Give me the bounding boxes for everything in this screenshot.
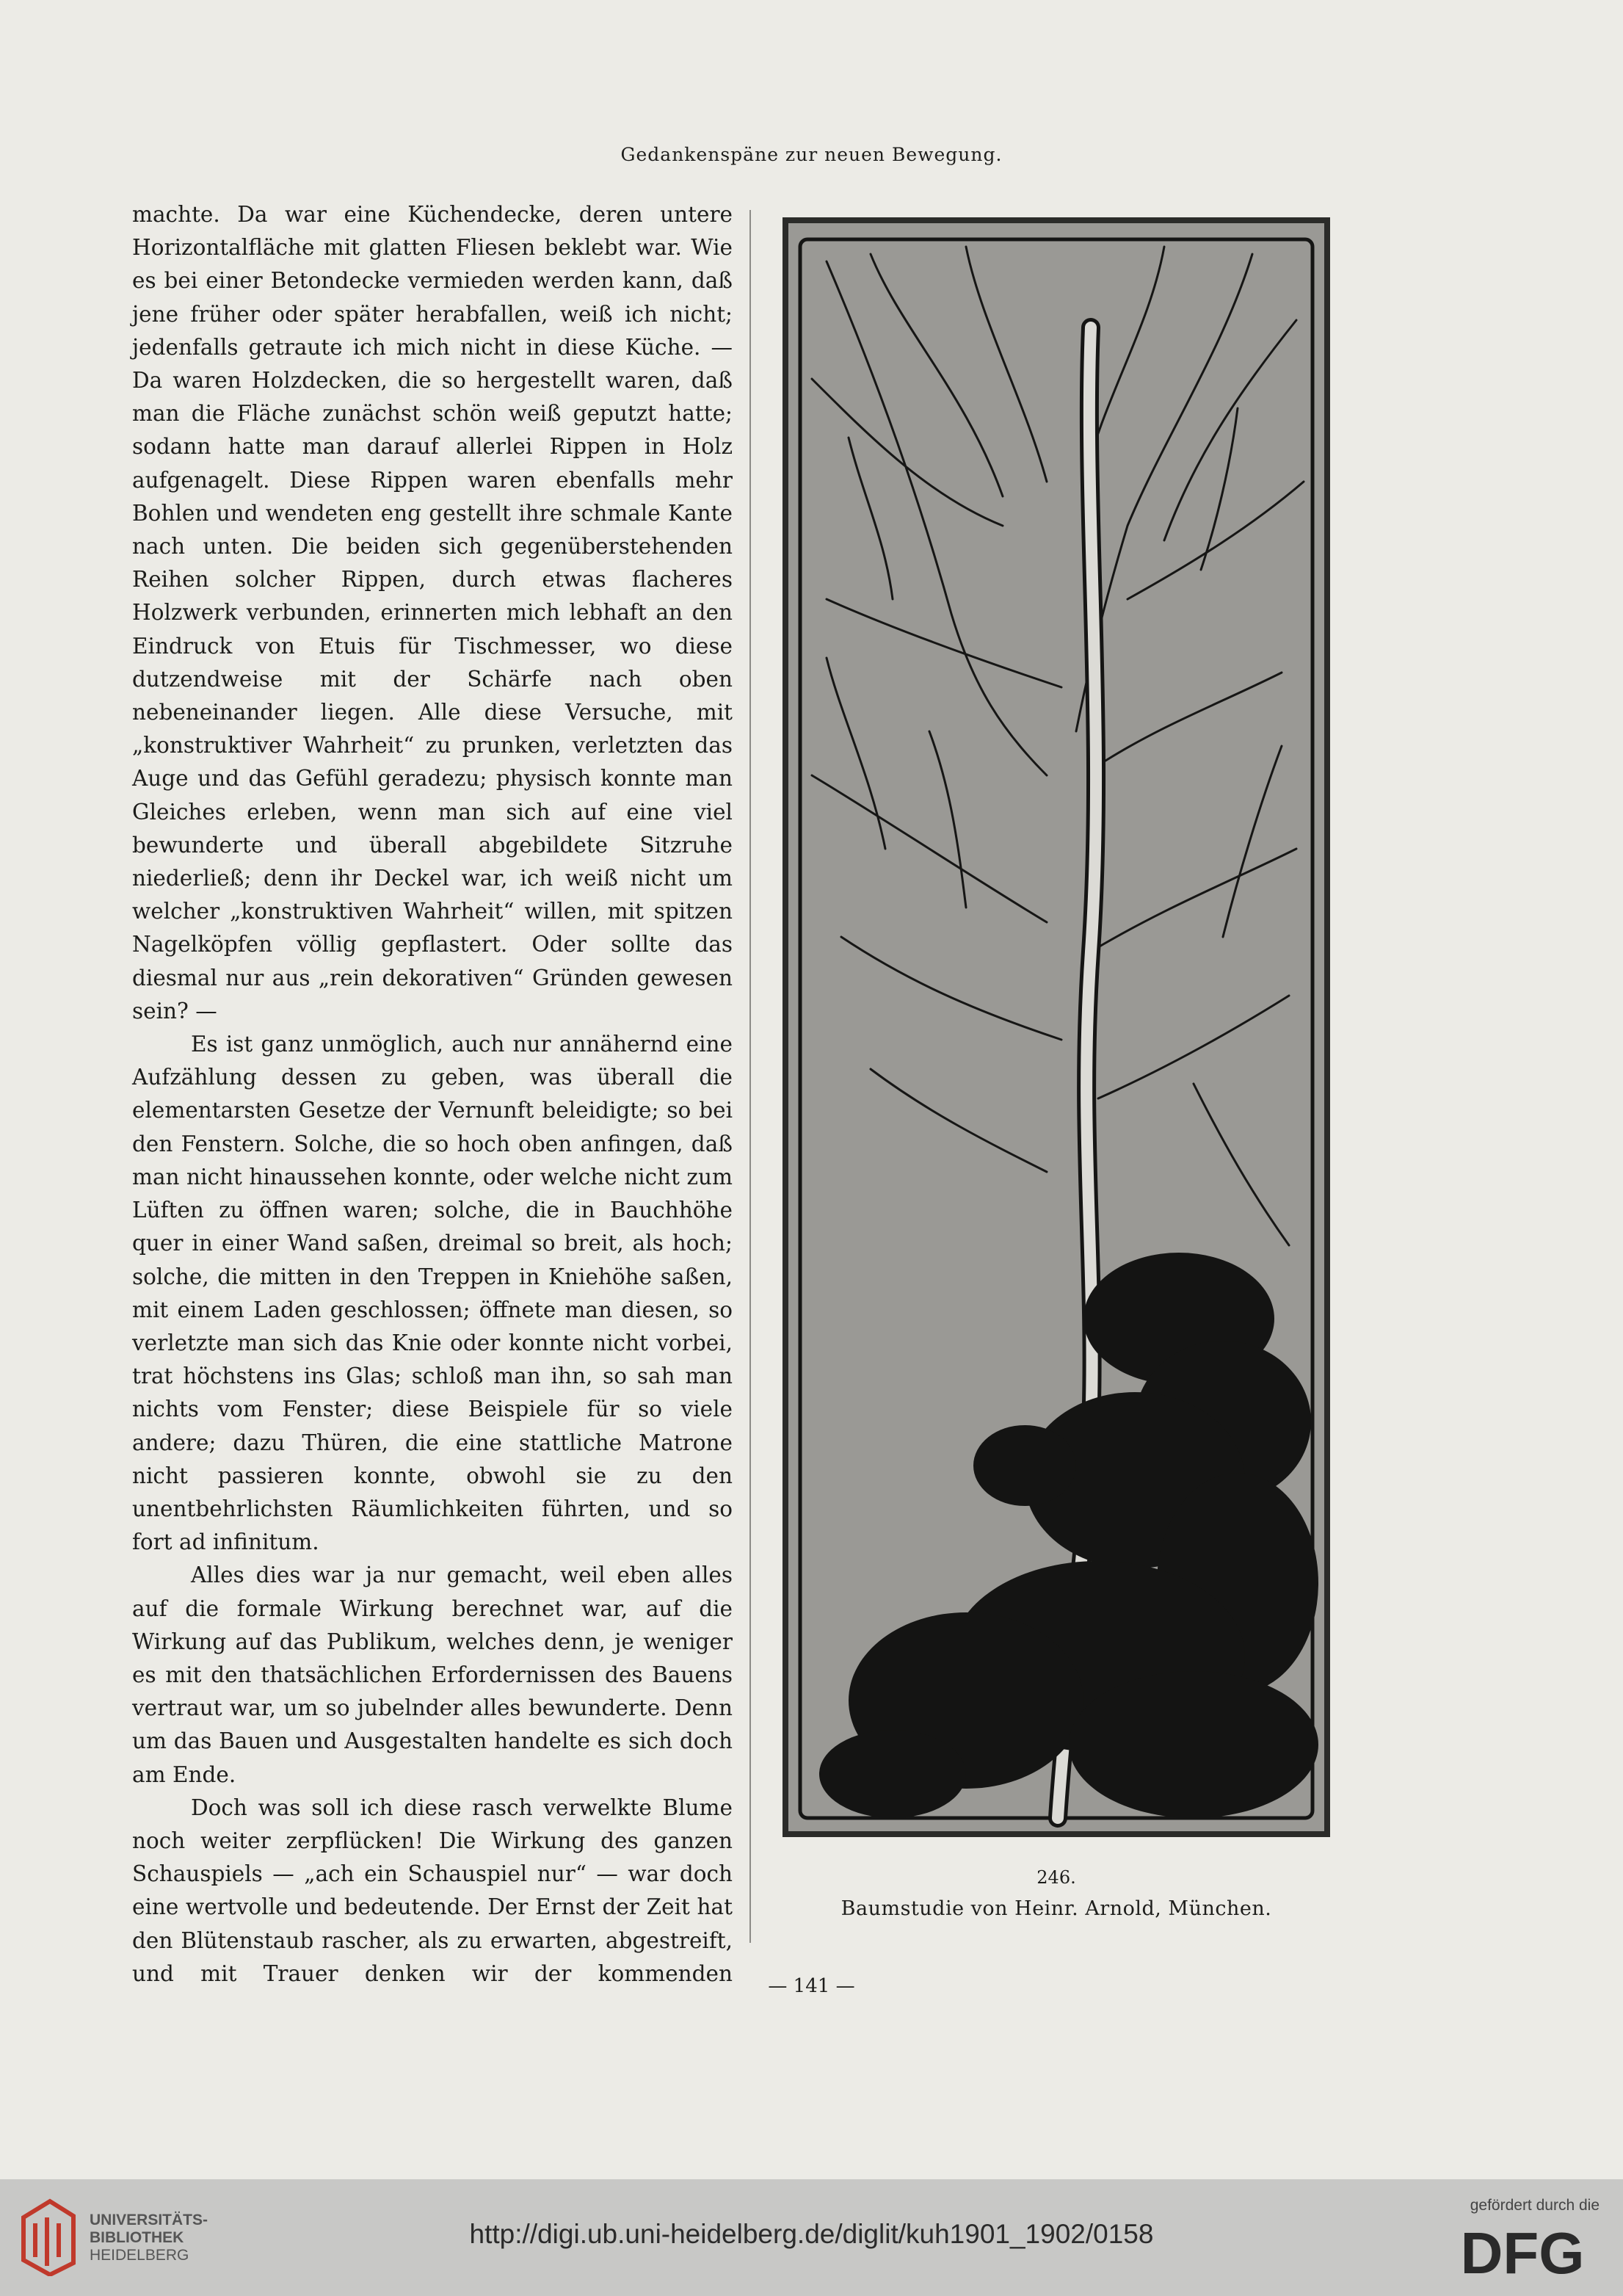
column-divider — [749, 210, 751, 1943]
library-name-line-2: BIBLIOTHEK — [90, 2229, 184, 2246]
page-number: — 141 — — [768, 1975, 855, 1997]
tree-study-illustration — [783, 217, 1330, 1837]
figure-number: 246. — [1036, 1867, 1076, 1888]
library-name-line-1: UNIVERSITÄTS- — [90, 2212, 208, 2228]
paragraph-1: machte. Da war eine Küchendecke, deren untere Horizontalfläche mit glatten Fliesen beklebt war. Wie es bei einer Betondecke vermieden werden kann, daß jene früher oder später herabfallen, weiß ich nicht; jedenfalls getraute ich mich nicht in diese Küche. — Da waren Holzdecken, die so hergestellt waren, daß man die Fläche zunächst schön weiß geputzt hatte; sodann hatte man darauf allerlei Rippen in Holz aufgenagelt. Diese Rippen waren ebenfalls mehr Bohlen und wendeten eng gestellt ihre schmale Kante nach unten. Die beiden sich gegenüberstehenden Reihen solcher Rippen, durch etwas flacheres Holzwerk verbunden, erinnerten mich lebhaft an den Eindruck von Etuis für Tischmesser, wo diese dutzendweise mit der Schärfe nach oben nebeneinander liegen. Alle diese Versuche, mit „konstruktiver Wahrheit“ zu prunken, verletzten das Auge und das Gefühl geradezu; physisch konnte man Gleiches erleben, wenn man sich auf eine viel bewunderte und überall abgebildete Sitzruhe niederließ; denn ihr Deckel war, ich weiß nicht um welcher „konstruktiven Wahrheit“ willen, mit spitzen Nagelköpfen völlig gepflastert. Oder sollte das diesmal nur aus „rein dekorativen“ Gründen gewesen sein? — — [132, 202, 733, 1024]
running-header: Gedankenspäne zur neuen Bewegung. — [620, 144, 1003, 165]
paragraph-3: Alles dies war ja nur gemacht, weil eben alles auf die formale Wirkung berechnet war, auf die Wirkung auf das Publikum, welches denn, je weniger es mit den thatsächlichen Erfordernissen des Bauens vertraut war, um so jubelnder alles bewunderte. Denn um das Bauen und Ausgestalten handelte es sich doch am Ende. — [132, 1562, 733, 1787]
paragraph-4: Doch was soll ich diese rasch verwelkte Blume noch weiter zerpflücken! Die Wirkung des ganzen Schauspiels — „ach ein Schauspiel nur“ — war doch eine wertvolle und bedeutende. Der Ernst der Zeit hat den Blütenstaub rascher, als zu erwarten, abgestreift, und mit Trauer denken wir der kommenden — [132, 1795, 733, 1986]
viewer-footer-bar — [0, 2179, 1623, 2296]
dfg-logo-text: DFG — [1460, 2225, 1585, 2279]
permalink-url[interactable]: http://digi.ub.uni-heidelberg.de/diglit/kuh1901_1902/0158 — [469, 2219, 1154, 2249]
dfg-logo-icon[interactable] — [1445, 2225, 1600, 2279]
figure-caption: Baumstudie von Heinr. Arnold, München. — [840, 1897, 1272, 1920]
library-name-line-3: HEIDELBERG — [90, 2247, 189, 2264]
paragraph-2: Es ist ganz unmöglich, auch nur annähernd eine Aufzählung dessen zu geben, was überall die elementarsten Gesetze der Vernunft beleidigte; so bei den Fenstern. Solche, die so hoch oben anfingen, daß man nicht hinaussehen konnte, oder welche nicht zum Lüften zu öffnen waren; solche, die in Bauchhöhe quer in einer Wand saßen, dreimal so breit, als hoch; solche, die mitten in den Treppen in Kniehöhe saßen, mit einem Laden geschlossen; öffnete man diesen, so verletzte man sich das Knie oder konnte nicht vorbei, trat höchstens ins Glas; schloß man ihn, so sah man nichts vom Fenster; diese Beispiele für so viele andere; dazu Thüren, die eine stattliche Matrone nicht passieren konnte, obwohl sie zu den unentbehrlichsten Räumlichkeiten führten, und so fort ad infinitum. — [132, 1032, 733, 1555]
funder-label: gefördert durch die — [1470, 2197, 1600, 2214]
body-text-column — [132, 198, 733, 1991]
